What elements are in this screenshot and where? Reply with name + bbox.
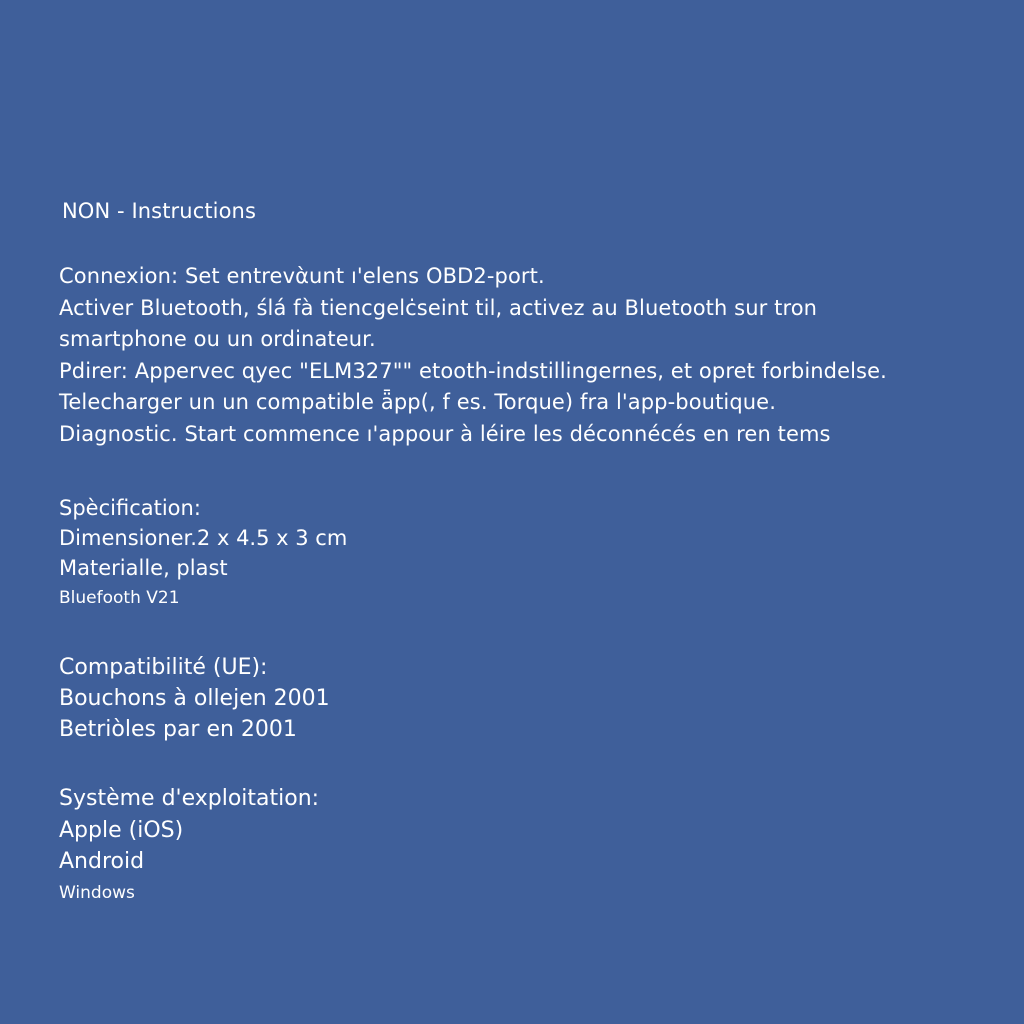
specification-dimensions: Dimensioner.2 x 4.5 x 3 cm bbox=[59, 526, 348, 550]
operating-system-windows: Windows bbox=[59, 882, 135, 903]
specification-heading: Spècification: bbox=[59, 496, 201, 520]
operating-system-section bbox=[59, 783, 319, 908]
specification-material: Materialle, plast bbox=[59, 556, 228, 580]
compatibility-item: Bouchons à ollejen 2001 bbox=[59, 686, 330, 711]
instruction-line-bluetooth: Activer Bluetooth, ślá fà tiencgelċseint til, activez au Bluetooth sur tron bbox=[59, 295, 818, 320]
compatibility-section bbox=[59, 652, 330, 745]
page-title: NON - Instructions bbox=[62, 199, 257, 223]
operating-system-heading: Système d'exploitation: bbox=[59, 786, 320, 811]
specification-section bbox=[59, 493, 347, 613]
instruction-line-pairing: Pdirer: Appervec ɋyec "ELM327"" etooth-indstillingernes, et opret forbindelse. bbox=[59, 358, 887, 383]
instructions-section bbox=[59, 261, 999, 450]
instruction-line-bluetooth-continued: smartphone ou un ordinateur. bbox=[59, 327, 376, 351]
operating-system-ios: Apple (iOS) bbox=[59, 817, 184, 843]
instruction-line-connexion: Connexion: Set entrevὰunt ı'elens OBD2-port. bbox=[59, 264, 545, 288]
instruction-line-diagnostic: Diagnostic. Start commence ı'appour à léire les déconnécés en ren tems bbox=[59, 421, 831, 446]
specification-bluetooth: Bluefooth V21 bbox=[59, 588, 180, 608]
compatibility-item: Betriòles par en 2001 bbox=[59, 717, 297, 742]
compatibility-heading: Compatibilité (UE): bbox=[59, 655, 268, 680]
instruction-line-download: Telecharger un un compatible ǟpp(, f es. Torque) fra l'app-boutique. bbox=[59, 390, 776, 414]
operating-system-android: Android bbox=[59, 849, 145, 874]
